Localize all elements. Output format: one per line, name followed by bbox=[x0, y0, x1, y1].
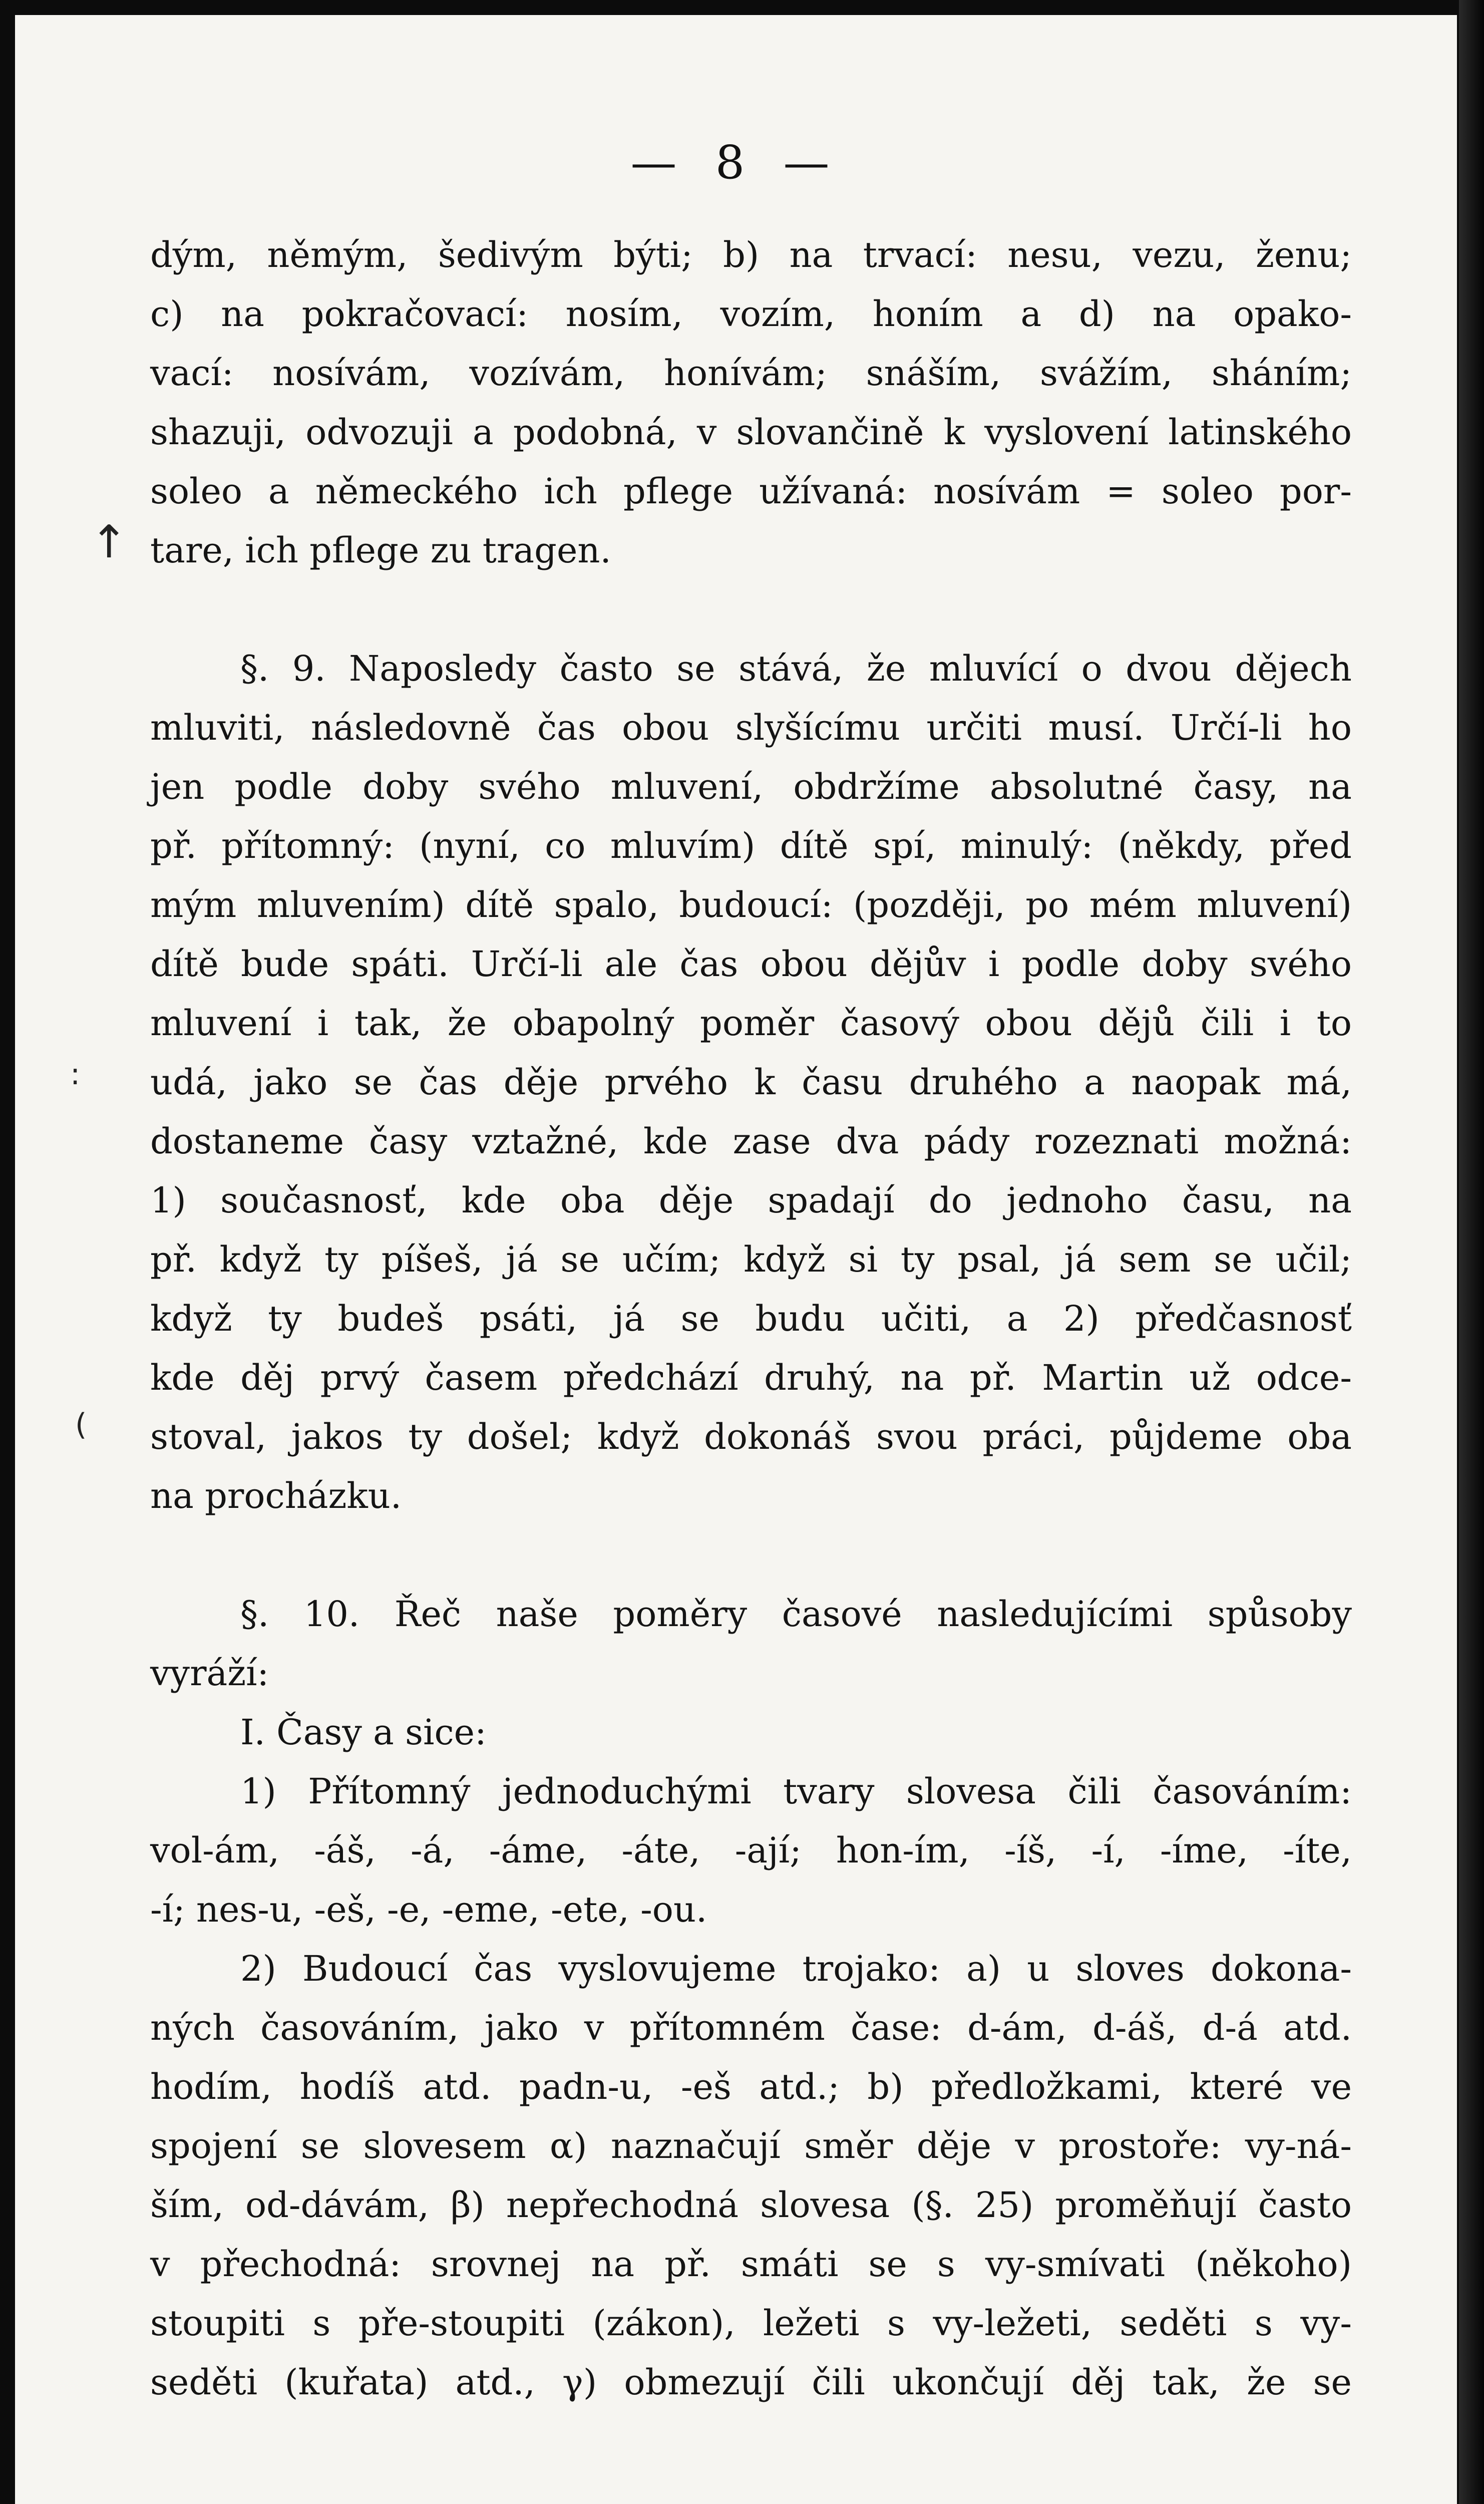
text-line: c) na pokračovací: nosím, vozím, honím a d) na opako- bbox=[150, 293, 1352, 335]
text-line: v přechodná: srovnej na př. smáti se s vy-smívati (někoho) bbox=[150, 2244, 1352, 2285]
text-line: 2) Budoucí čas vyslovujeme trojako: a) u sloves dokona- bbox=[240, 1948, 1352, 1989]
text-line: vací: nosívám, vozívám, honívám; snáším, svážím, sháním; bbox=[150, 353, 1352, 394]
page-text bbox=[150, 225, 1352, 2412]
text-line: hodím, hodíš atd. padn-u, -eš atd.; b) předložkami, které ve bbox=[150, 2066, 1352, 2107]
margin-tick-mark: ( bbox=[75, 1407, 87, 1442]
text-line: př. přítomný: (nyní, co mluvím) dítě spí, minulý: (někdy, před bbox=[150, 825, 1352, 866]
text-line: soleo a německého ich pflege užívaná: nosívám = soleo por- bbox=[150, 471, 1352, 512]
margin-tick-mark: : bbox=[70, 1057, 81, 1092]
subheading-line: I. Časy a sice: bbox=[240, 1712, 487, 1753]
text-line: dítě bude spáti. Určí-li ale čas obou dějův i podle doby svého bbox=[150, 944, 1352, 985]
text-line: ším, od-dávám, β) nepřechodná slovesa (§. 25) proměňují často bbox=[150, 2184, 1352, 2226]
text-line: mluvení i tak, že obapolný poměr časový obou dějů čili i to bbox=[150, 1003, 1352, 1044]
text-line: dostaneme časy vztažné, kde zase dva pády rozeznati možná: bbox=[150, 1121, 1352, 1162]
text-line: shazuji, odvozuji a podobná, v slovančině k vyslovení latinského bbox=[150, 412, 1352, 453]
text-line: vol-ám, -áš, -á, -áme, -áte, -ají; hon-ím, -íš, -í, -íme, -íte, bbox=[150, 1830, 1352, 1871]
text-line: 1) současnosť, kde oba děje spadají do jednoho času, na bbox=[150, 1180, 1352, 1221]
section-9-heading-line: §. 9. Naposledy často se stává, že mluvící o dvou dějech bbox=[240, 648, 1352, 689]
text-line: vyráží: bbox=[150, 1653, 269, 1694]
text-line: seděti (kuřata) atd., γ) obmezují čili ukončují děj tak, že se bbox=[150, 2362, 1352, 2403]
text-line: když ty budeš psáti, já se budu učiti, a 2) předčasnosť bbox=[150, 1298, 1352, 1339]
margin-pencil-mark: ↑ bbox=[90, 516, 128, 568]
text-line: mým mluvením) dítě spalo, budoucí: (později, po mém mluvení) bbox=[150, 884, 1352, 925]
section-10-heading-line: §. 10. Řeč naše poměry časové nasledujícími spůsoby bbox=[240, 1594, 1352, 1635]
text-line: př. když ty píšeš, já se učím; když si ty psal, já sem se učil; bbox=[150, 1239, 1352, 1280]
text-line: jen podle doby svého mluvení, obdržíme absolutné časy, na bbox=[150, 766, 1352, 807]
text-line: mluviti, následovně čas obou slyšícímu určiti musí. Určí-li ho bbox=[150, 707, 1352, 748]
text-line: ných časováním, jako v přítomném čase: d-ám, d-áš, d-á atd. bbox=[150, 2007, 1352, 2048]
text-line: na procházku. bbox=[150, 1475, 402, 1516]
text-line: spojení se slovesem α) naznačují směr děje v prostoře: vy-ná- bbox=[150, 2125, 1352, 2166]
page-number: — 8 — bbox=[630, 136, 842, 189]
text-line: udá, jako se čas děje prvého k času druhého a naopak má, bbox=[150, 1062, 1352, 1103]
text-line: tare, ich pflege zu tragen. bbox=[150, 530, 611, 571]
text-line: dým, němým, šedivým býti; b) na trvací: nesu, vezu, ženu; bbox=[150, 234, 1352, 275]
text-line: 1) Přítomný jednoduchými tvary slovesa čili časováním: bbox=[240, 1771, 1352, 1812]
book-page bbox=[15, 15, 1457, 2504]
book-spine-edge bbox=[1459, 0, 1484, 2504]
text-line: stoupiti s pře-stoupiti (zákon), ležeti s vy-ležeti, seděti s vy- bbox=[150, 2303, 1352, 2344]
text-line: kde děj prvý časem předchází druhý, na př. Martin už odce- bbox=[150, 1357, 1352, 1398]
text-line: stoval, jakos ty došel; když dokonáš svou práci, půjdeme oba bbox=[150, 1416, 1352, 1457]
text-line: -í; nes-u, -eš, -e, -eme, -ete, -ou. bbox=[150, 1889, 707, 1930]
